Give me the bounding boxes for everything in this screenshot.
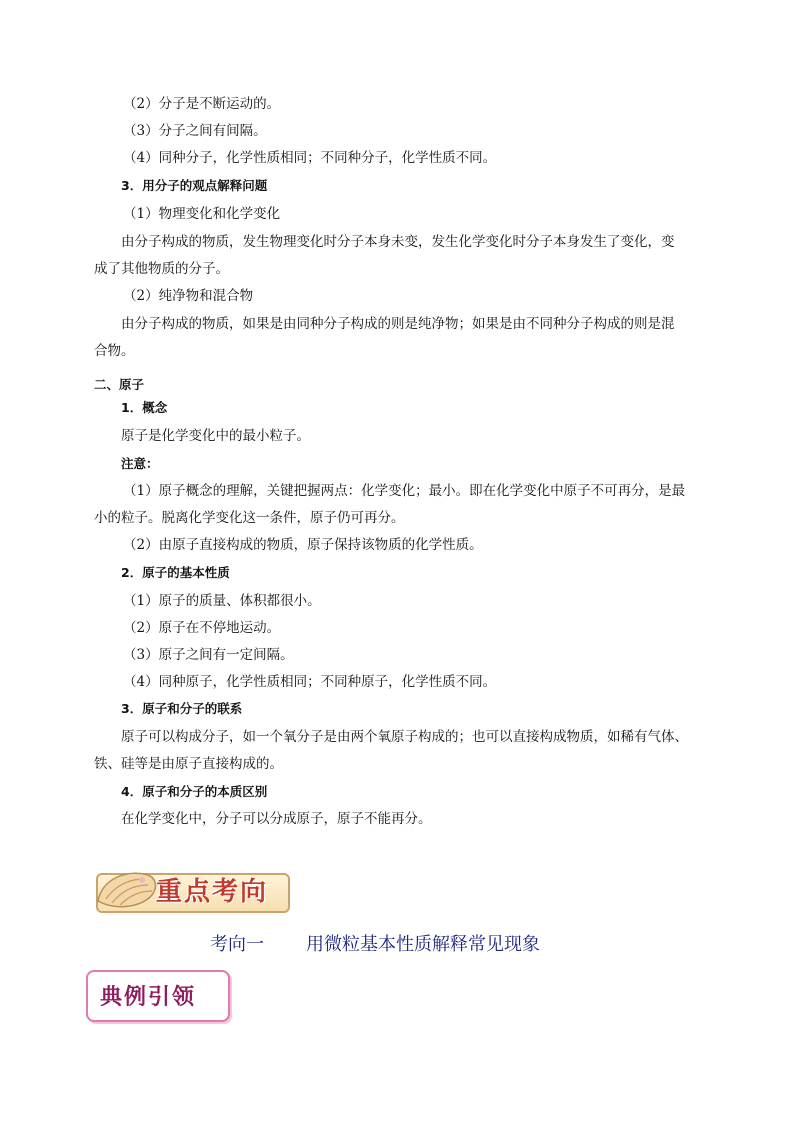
paragraph-line: 铁、硅等是由原子直接构成的。	[94, 756, 283, 772]
subheading-essential-difference: 4．原子和分子的本质区别	[121, 784, 268, 799]
banner-label: 重点考向	[156, 877, 269, 907]
paragraph-line: 原子是化学变化中的最小粒子。	[121, 428, 310, 444]
paragraph-line: 由分子构成的物质，如果是由同种分子构成的则是纯净物；如果是由不同种分子构成的则是混	[121, 316, 675, 332]
paragraph-line: 成了其他物质的分子。	[94, 261, 229, 277]
topic-title: 用微粒基本性质解释常见现象	[306, 934, 540, 955]
section-heading-atom: 二、原子	[94, 377, 145, 392]
paragraph-line: 小的粒子。脱离化学变化这一条件，原子仍可再分。	[94, 510, 405, 526]
molecule-property-3: （3）分子之间有间隔。	[123, 123, 267, 139]
subheading-physical-chemical-change: （1）物理变化和化学变化	[123, 206, 281, 222]
atom-property-2: （2）原子在不停地运动。	[123, 620, 281, 636]
subheading-pure-mixture: （2）纯净物和混合物	[123, 288, 254, 304]
molecule-property-2: （2）分子是不断运动的。	[123, 96, 281, 112]
example-label: 典例引领	[100, 985, 197, 1010]
subheading-atom-molecule-relation: 3．原子和分子的联系	[121, 701, 243, 716]
paragraph-line: 由分子构成的物质，发生物理变化时分子本身未变，发生化学变化时分子本身发生了变化，变	[121, 234, 675, 250]
typical-example-box	[86, 970, 230, 1022]
paragraph-line: 在化学变化中，分子可以分成原子，原子不能再分。	[121, 811, 432, 827]
topic-number: 考向一	[210, 934, 264, 955]
atom-property-4: （4）同种原子，化学性质相同；不同种原子，化学性质不同。	[123, 674, 497, 690]
paragraph-line: 原子可以构成分子，如一个氧分子是由两个氧原子构成的；也可以直接构成物质，如稀有气体、	[121, 729, 688, 745]
paragraph-line: 合物。	[94, 343, 135, 359]
subheading-atom-properties: 2．原子的基本性质	[121, 565, 230, 580]
paragraph-line: （1）原子概念的理解，关键把握两点：化学变化；最小。即在化学变化中原子不可再分，是最	[123, 483, 686, 499]
section-heading-3: 3．用分子的观点解释问题	[121, 178, 268, 193]
key-direction-banner	[96, 865, 286, 915]
molecule-property-4: （4）同种分子，化学性质相同；不同种分子，化学性质不同。	[123, 150, 497, 166]
subheading-concept: 1．概念	[121, 400, 168, 415]
paragraph-line: （2）由原子直接构成的物质，原子保持该物质的化学性质。	[123, 537, 483, 553]
atom-property-3: （3）原子之间有一定间隔。	[123, 647, 294, 663]
shell-icon	[92, 865, 162, 915]
atom-property-1: （1）原子的质量、体积都很小。	[123, 593, 321, 609]
note-label: 注意：	[121, 456, 159, 471]
topic-heading	[210, 930, 540, 956]
